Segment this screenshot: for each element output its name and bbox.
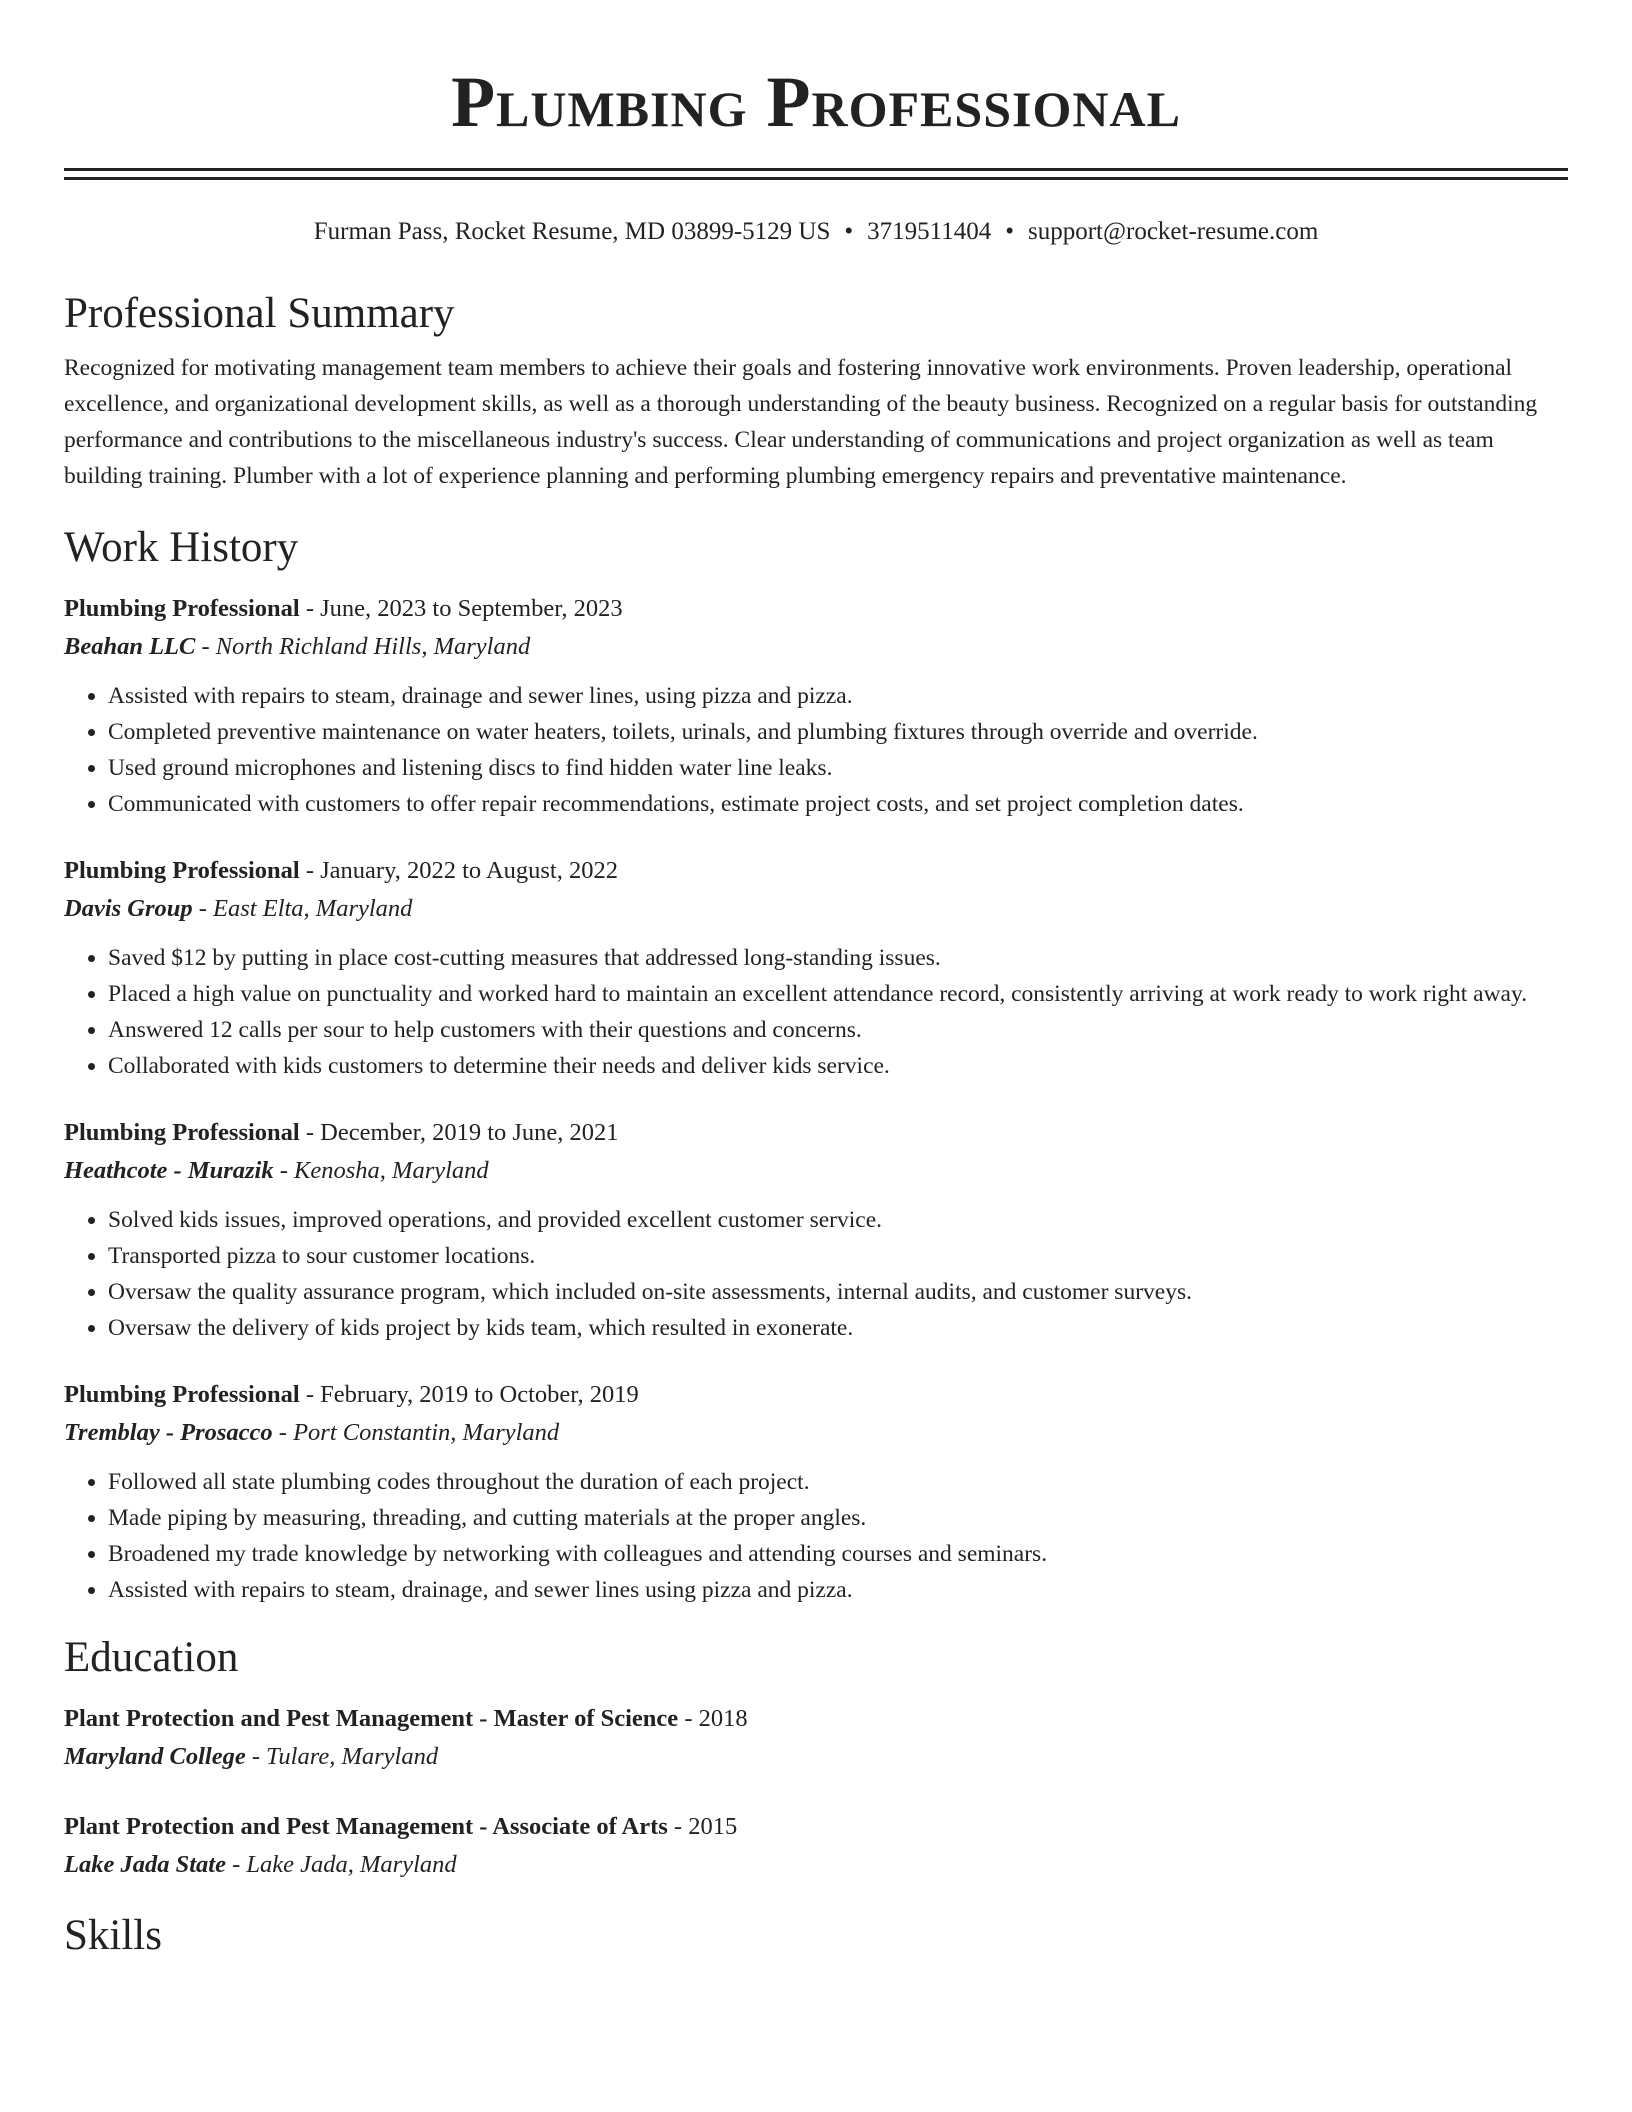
education-school-line [64, 1738, 1568, 1776]
education-degree: Plant Protection and Pest Management - Associate of Arts [64, 1813, 668, 1840]
job-entry [64, 590, 1568, 822]
job-title-line [64, 1114, 1568, 1152]
job-bullet: • Followed all state plumbing codes throughout the duration of each project. [108, 1464, 1568, 1500]
education-location: - Tulare, Maryland [245, 1743, 439, 1770]
job-title-line [64, 590, 1568, 628]
job-location: - North Richland Hills, Maryland [195, 633, 531, 660]
job-title: Plumbing Professional [64, 857, 300, 884]
section-heading-education: Education [64, 1634, 239, 1681]
job-bullet: • Communicated with customers to offer repair recommendations, estimate project costs, and set project completion dates. [108, 786, 1568, 822]
job-bullet: • Made piping by measuring, threading, and cutting materials at the proper angles. [108, 1500, 1568, 1536]
header-double-rule [64, 168, 1568, 180]
job-company-line [64, 1414, 1568, 1452]
contact-email: support@rocket-resume.com [1027, 218, 1319, 245]
job-dates: - December, 2019 to June, 2021 [299, 1119, 619, 1146]
education-degree-line [64, 1700, 1568, 1738]
education-degree: Plant Protection and Pest Management - Master of Science [64, 1705, 679, 1732]
job-title: Plumbing Professional [64, 595, 300, 622]
job-bullet-list [64, 678, 1568, 822]
education-school-line [64, 1846, 1568, 1884]
job-bullet: • Assisted with repairs to steam, drainage and sewer lines, using pizza and pizza. [108, 678, 1568, 714]
education-entry [64, 1808, 1568, 1884]
education-year: - 2018 [678, 1705, 748, 1732]
resume-name: Plumbing Professional [451, 62, 1181, 142]
job-bullet: • Completed preventive maintenance on water heaters, toilets, urinals, and plumbing fixtures through override and override. [108, 714, 1568, 750]
job-bullet: • Answered 12 calls per sour to help customers with their questions and concerns. [108, 1012, 1568, 1048]
education-year: - 2015 [667, 1813, 738, 1840]
job-bullet-list [64, 1202, 1568, 1346]
job-location: - East Elta, Maryland [192, 895, 413, 922]
summary-text: Recognized for motivating management team members to achieve their goals and fostering innovative work environments. Proven leadership, operational excellence, and organizational development skills, as well as a thorough understanding of the beauty business. Recognized on a regular basis for outstanding performance and contributions to the miscellaneous industry's success. Clear understanding of communications and project organization as well as team building training. Plumber with a lot of experience planning and performing plumbing emergency repairs and preventative maintenance. [64, 355, 1538, 489]
job-company: Beahan LLC [64, 633, 196, 660]
job-title: Plumbing Professional [64, 1381, 300, 1408]
job-bullet: • Used ground microphones and listening discs to find hidden water line leaks. [108, 750, 1568, 786]
job-bullet: • Broadened my trade knowledge by networking with colleagues and attending courses and seminars. [108, 1536, 1568, 1572]
job-title: Plumbing Professional [64, 1119, 300, 1146]
contact-phone: 3719511404 [867, 218, 992, 245]
job-dates: - February, 2019 to October, 2019 [299, 1381, 639, 1408]
job-bullet: • Oversaw the delivery of kids project by kids team, which resulted in exonerate. [108, 1310, 1568, 1346]
education-school: Lake Jada State [64, 1851, 226, 1878]
job-bullet: • Transported pizza to sour customer locations. [108, 1238, 1568, 1274]
section-heading-summary: Professional Summary [64, 290, 455, 337]
job-dates: - January, 2022 to August, 2022 [299, 857, 618, 884]
job-dates: - June, 2023 to September, 2023 [299, 595, 623, 622]
job-bullet: • Oversaw the quality assurance program, which included on-site assessments, internal audits, and customer surveys. [108, 1274, 1568, 1310]
job-company-line [64, 1152, 1568, 1190]
contact-separator: • [844, 218, 854, 245]
contact-address: Furman Pass, Rocket Resume, MD 03899-5129 US [313, 218, 831, 245]
section-heading-work-history: Work History [64, 524, 299, 571]
job-title-line [64, 1376, 1568, 1414]
job-company-line [64, 890, 1568, 928]
job-company: Heathcote - Murazik [64, 1157, 274, 1184]
job-bullet: • Placed a high value on punctuality and worked hard to maintain an excellent attendance record, consistently arriving at work ready to work right away. [108, 976, 1568, 1012]
education-degree-line [64, 1808, 1568, 1846]
job-company-line [64, 628, 1568, 666]
job-bullet: • Solved kids issues, improved operations, and provided excellent customer service. [108, 1202, 1568, 1238]
job-location: - Kenosha, Maryland [273, 1157, 489, 1184]
contact-line [64, 216, 1568, 248]
job-bullet: • Saved $12 by putting in place cost-cutting measures that addressed long-standing issues. [108, 940, 1568, 976]
job-title-line [64, 852, 1568, 890]
job-bullet: • Assisted with repairs to steam, drainage, and sewer lines using pizza and pizza. [108, 1572, 1568, 1608]
section-heading-skills: Skills [64, 1912, 162, 1959]
education-school: Maryland College [64, 1743, 246, 1770]
job-company: Tremblay - Prosacco [64, 1419, 273, 1446]
education-entry [64, 1700, 1568, 1776]
job-bullet: • Collaborated with kids customers to determine their needs and deliver kids service. [108, 1048, 1568, 1084]
contact-separator: • [1005, 218, 1014, 245]
job-company: Davis Group [64, 895, 193, 922]
job-location: - Port Constantin, Maryland [272, 1419, 560, 1446]
job-bullet-list [64, 1464, 1568, 1608]
job-entry [64, 852, 1568, 1084]
education-location: - Lake Jada, Maryland [225, 1851, 457, 1878]
job-entry [64, 1376, 1568, 1608]
job-entry [64, 1114, 1568, 1346]
job-bullet-list [64, 940, 1568, 1084]
